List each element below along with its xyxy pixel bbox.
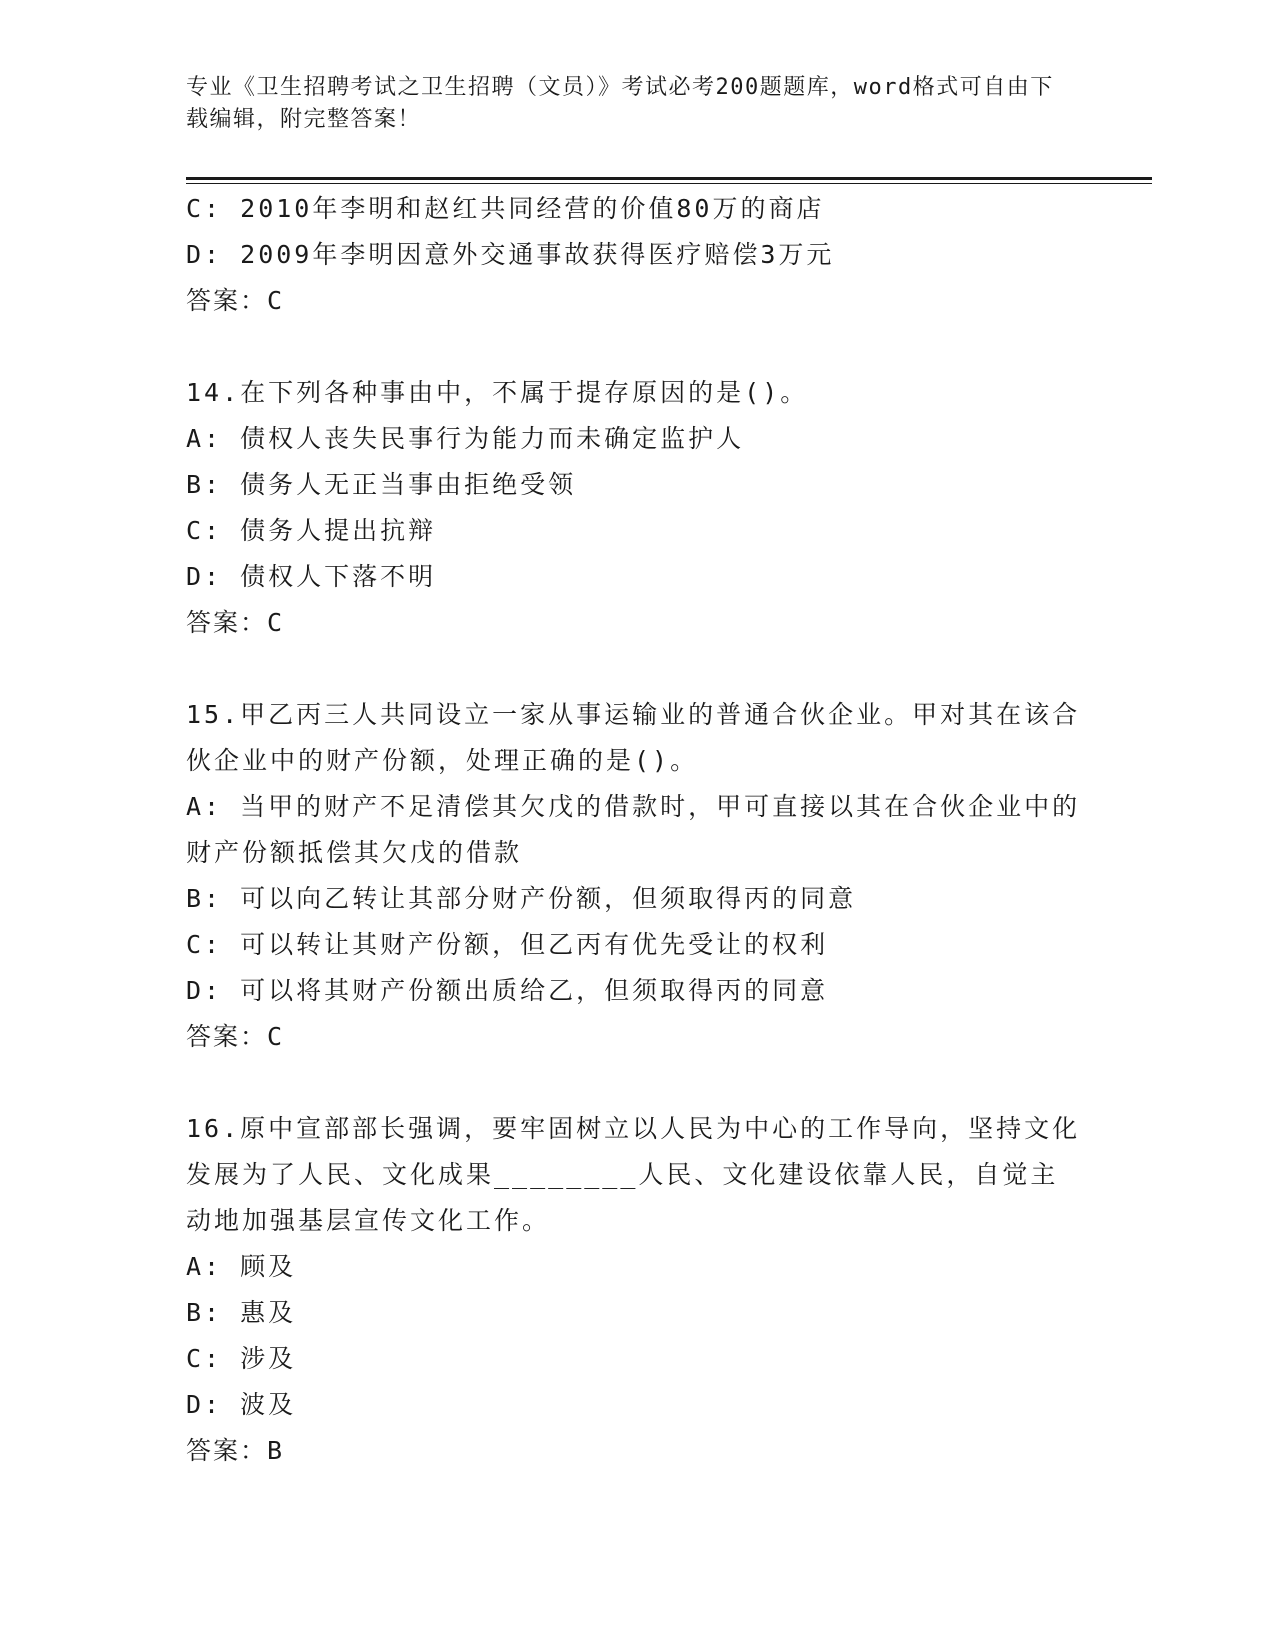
answer: 答案：C bbox=[186, 286, 285, 315]
option-b: B: 惠及 bbox=[186, 1298, 297, 1327]
spacer bbox=[186, 1060, 1086, 1106]
spacer bbox=[186, 646, 1086, 692]
carryover-block bbox=[186, 186, 1086, 324]
answer: 答案：C bbox=[186, 1022, 285, 1051]
document-body bbox=[186, 186, 1086, 1474]
answer: 答案：B bbox=[186, 1436, 285, 1465]
header-rule-thick bbox=[186, 177, 1152, 180]
option-a: A: 债权人丧失民事行为能力而未确定监护人 bbox=[186, 424, 745, 453]
option-d: D: 2009年李明因意外交通事故获得医疗赔偿3万元 bbox=[186, 240, 835, 269]
option-c: C: 涉及 bbox=[186, 1344, 297, 1373]
option-c: C: 债务人提出抗辩 bbox=[186, 516, 437, 545]
question-15 bbox=[186, 692, 1086, 1060]
answer: 答案：C bbox=[186, 608, 285, 637]
option-b: B: 债务人无正当事由拒绝受领 bbox=[186, 470, 577, 499]
header-rule-thin bbox=[186, 183, 1152, 184]
option-a: A: 顾及 bbox=[186, 1252, 297, 1281]
option-c: C: 2010年李明和赵红共同经营的价值80万的商店 bbox=[186, 194, 825, 223]
option-d: D: 波及 bbox=[186, 1390, 297, 1419]
option-c: C: 可以转让其财产份额，但乙丙有优先受让的权利 bbox=[186, 930, 829, 959]
option-b: B: 可以向乙转让其部分财产份额，但须取得丙的同意 bbox=[186, 884, 857, 913]
option-a: A: 当甲的财产不足清偿其欠戊的借款时，甲可直接以其在合伙企业中的财产份额抵偿其欠戊的借款 bbox=[186, 792, 1081, 867]
question-stem: 15.甲乙丙三人共同设立一家从事运输业的普通合伙企业。甲对其在该合伙企业中的财产份额，处理正确的是()。 bbox=[186, 700, 1081, 775]
question-14 bbox=[186, 370, 1086, 646]
option-d: D: 可以将其财产份额出质给乙，但须取得丙的同意 bbox=[186, 976, 829, 1005]
question-stem: 16.原中宣部部长强调，要牢固树立以人民为中心的工作导向，坚持文化发展为了人民、文化成果________人民、文化建设依靠人民，自觉主动地加强基层宣传文化工作。 bbox=[186, 1114, 1081, 1235]
question-16 bbox=[186, 1106, 1086, 1474]
option-d: D: 债权人下落不明 bbox=[186, 562, 437, 591]
document-header: 专业《卫生招聘考试之卫生招聘（文员）》考试必考200题题库，word格式可自由下载编辑，附完整答案！ bbox=[186, 75, 1054, 132]
spacer bbox=[186, 324, 1086, 370]
question-stem: 14.在下列各种事由中，不属于提存原因的是()。 bbox=[186, 378, 809, 407]
